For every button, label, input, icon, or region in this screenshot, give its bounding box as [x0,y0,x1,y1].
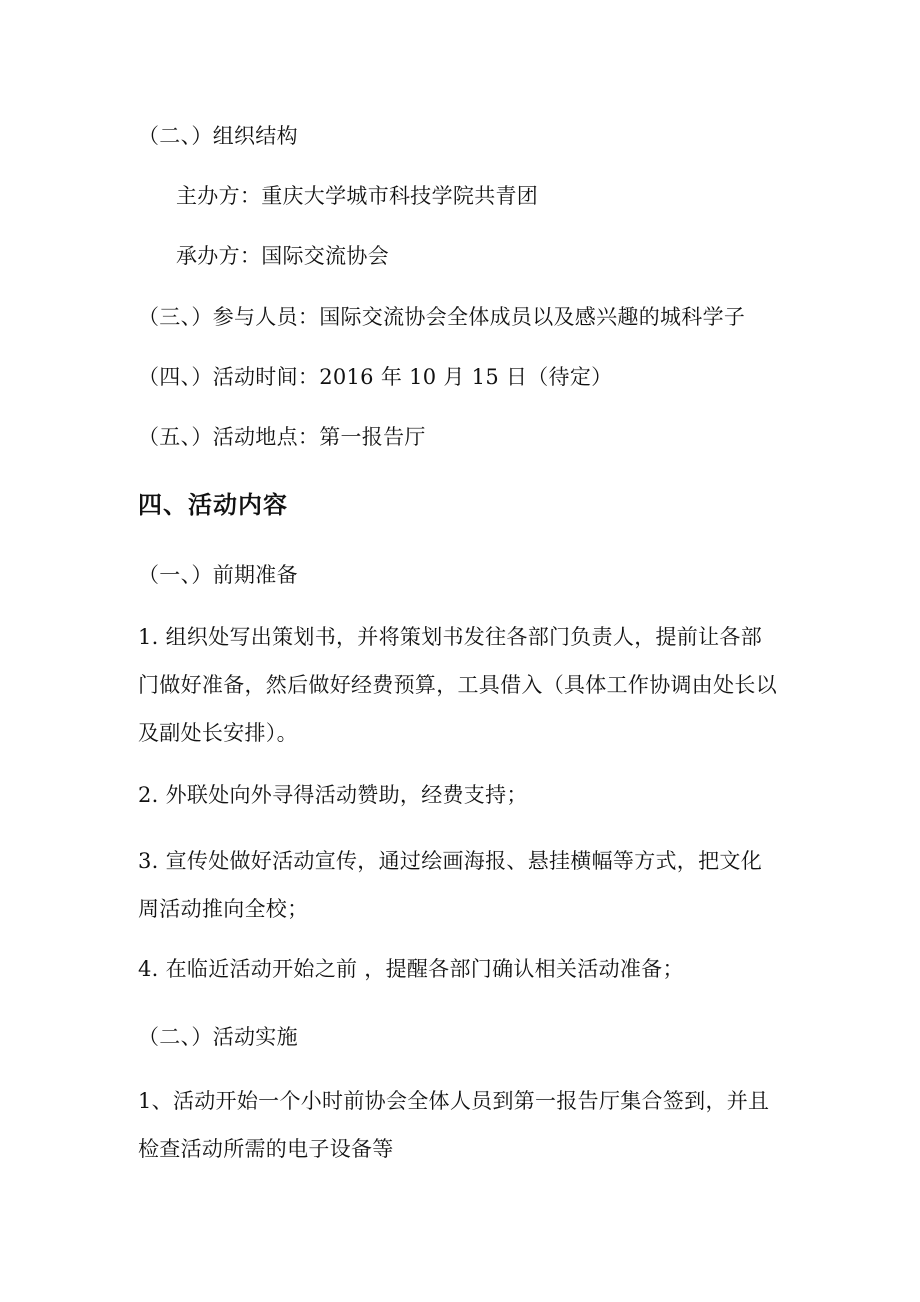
impl-item-1: 1、活动开始一个小时前协会全体人员到第一报告厅集合签到，并且检查活动所需的电子设备等 [138,1089,770,1161]
location-line: （五、）活动地点：第一报告厅 [138,425,426,449]
impl-title: （二、）活动实施 [138,1025,298,1049]
prep-item-1: 1. 组织处写出策划书，并将策划书发往各部门负责人，提前让各部门做好准备，然后做好经费预算，工具借入（具体工作协调由处长以及副处长安排）。 [138,625,777,745]
prep-item-2: 2. 外联处向外寻得活动赞助，经费支持； [138,783,528,807]
prep-item-4: 4. 在临近活动开始之前 ，提醒各部门确认相关活动准备； [138,957,684,981]
section-heading: 四、活动内容 [138,491,288,519]
org-structure-title: （二、）组织结构 [138,124,298,148]
prep-item-3: 3. 宣传处做好活动宣传，通过绘画海报、悬挂横幅等方式，把文化周活动推向全校； [138,849,763,921]
time-line: （四、）活动时间：2016 年 10 月 15 日（待定） [138,365,613,389]
prep-title: （一、）前期准备 [138,563,298,587]
organizer-line: 承办方：国际交流协会 [176,244,389,268]
participants-line: （三、）参与人员：国际交流协会全体成员以及感兴趣的城科学子 [138,305,746,329]
host-line: 主办方：重庆大学城市科技学院共青团 [176,184,539,208]
